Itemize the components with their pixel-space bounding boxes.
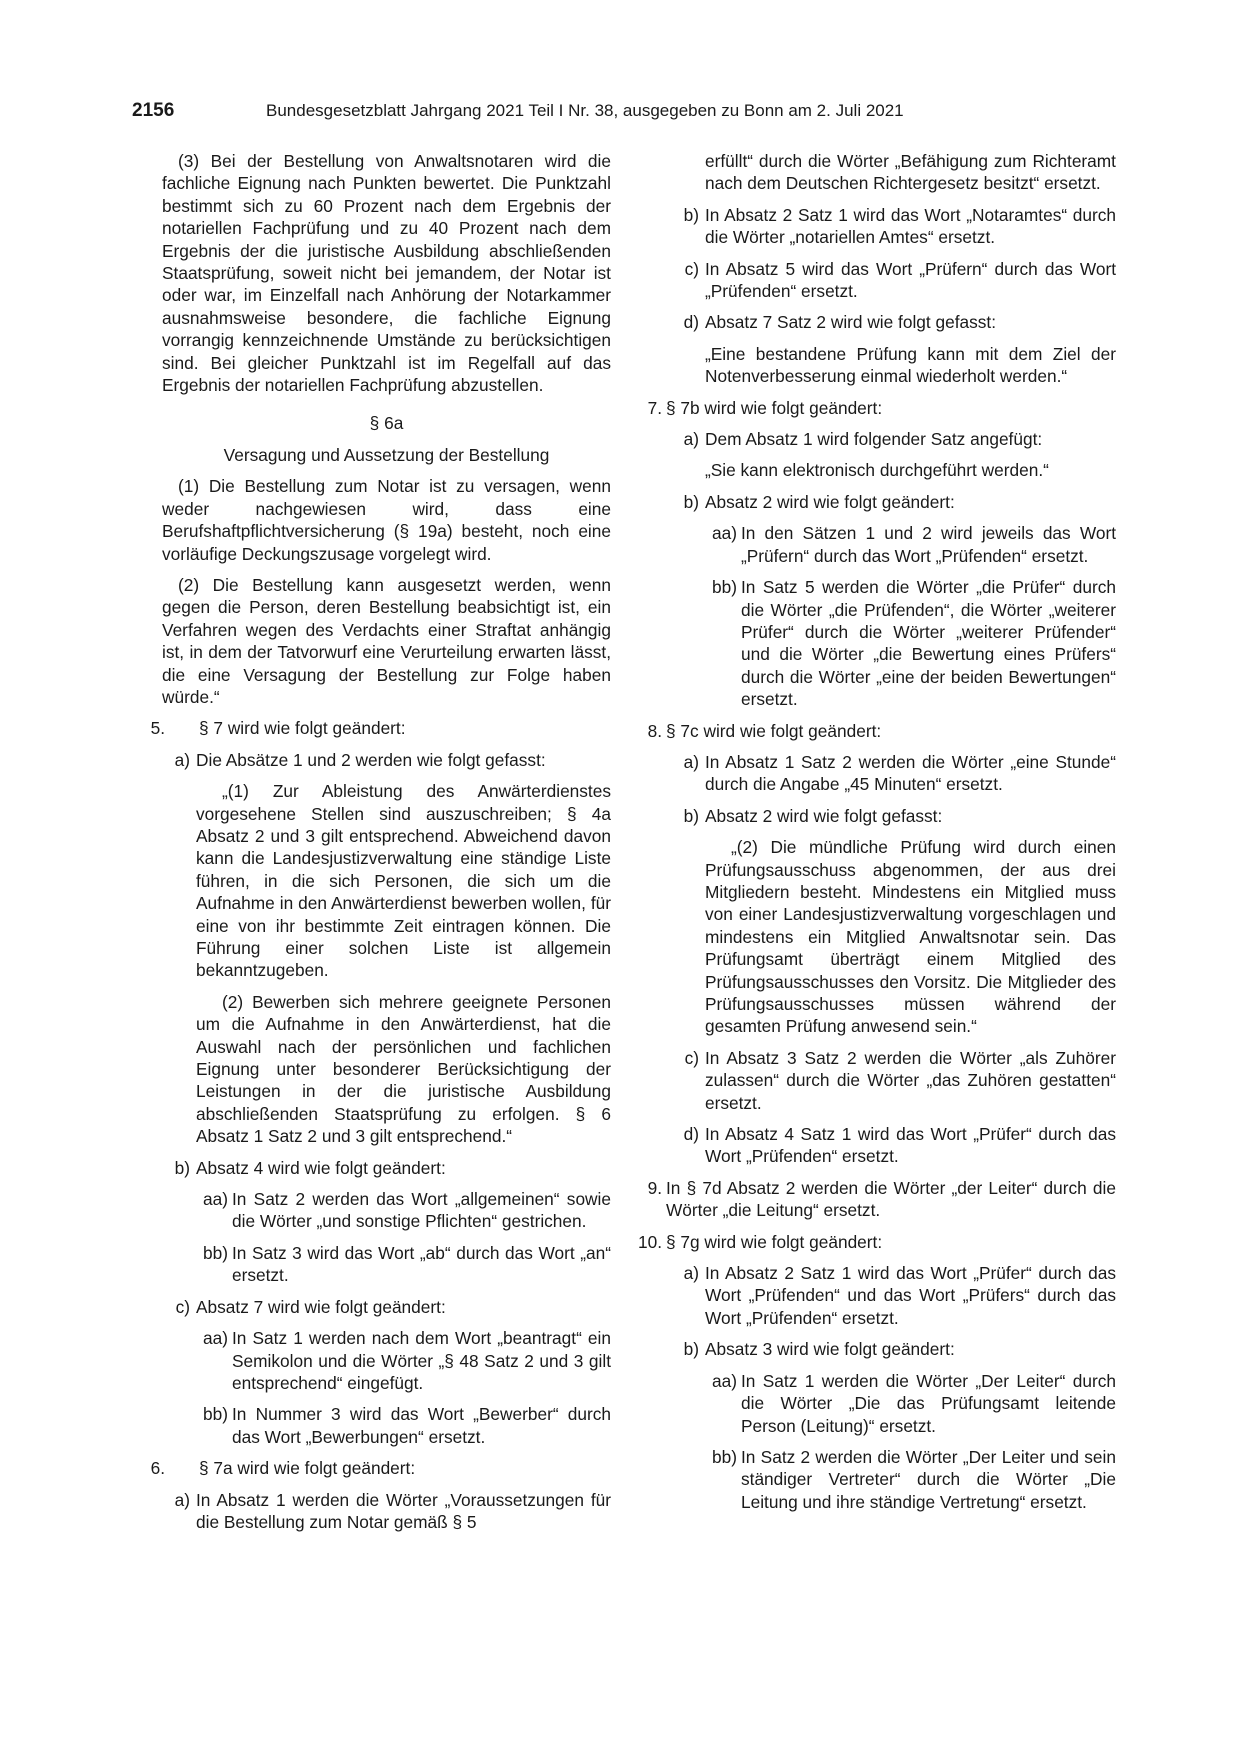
- item-marker: b): [683, 491, 699, 512]
- item-marker: c): [175, 1296, 190, 1317]
- quoted-sentence-6d: „Eine bestandene Prüfung kann mit dem Ziel der Notenverbesserung einmal wiederholt werden.“: [705, 343, 1116, 387]
- item-text: In Satz 3 wird das Wort „ab“ durch das Wort „an“ ersetzt.: [232, 1242, 611, 1286]
- paragraph-6a-1: (1) Die Bestellung zum Notar ist zu versagen, wenn weder nachgewiesen wird, dass eine Berufshaftpflichtversicherung (§ 19a) besteht, noch eine vorläufige Deckungszusage vorgelegt wird.: [162, 476, 611, 564]
- item-marker: c): [684, 1047, 699, 1068]
- section-title: Versagung und Aussetzung der Bestellung: [223, 444, 550, 465]
- item-text: § 7g wird wie folgt geändert:: [666, 1231, 883, 1252]
- list-item-5b-bb: [162, 1242, 611, 1287]
- item-text: In Satz 2 werden das Wort „allgemeinen“ sowie die Wörter „und sonstige Pflichten“ gestrichen.: [232, 1189, 611, 1232]
- list-item-10: [637, 1231, 1116, 1253]
- list-item-5c: [162, 1296, 611, 1318]
- list-item-10b-bb: [646, 1446, 1116, 1513]
- list-item-10b-aa: [646, 1370, 1116, 1437]
- item-marker: aa): [203, 1328, 228, 1349]
- list-item-5b-aa: [162, 1188, 611, 1233]
- item-marker: aa): [712, 1370, 737, 1391]
- item-marker: c): [684, 258, 699, 279]
- quoted-paragraph-1: „(1) Zur Ableistung des Anwärterdienstes vorgesehene Stellen sind auszuschreiben; § 4a Absatz 2 und 3 gilt entsprechend. Abweichend davon kann die Landesjustizverwaltung eine ständige Liste führen, in die sich Personen, die sich um die Aufnahme in den Anwärterdienst bewerben wollen, für eine von ihr bestimmte Zeit eintragen können. Die Führung einer solchen Liste ist allgemein bekanntzugeben.: [196, 781, 611, 981]
- quoted-sentence-7a: „Sie kann elektronisch durchgeführt werden.“: [705, 460, 1049, 481]
- item-marker: b): [683, 204, 699, 225]
- item-text: In Absatz 4 Satz 1 wird das Wort „Prüfer“ durch das Wort „Prüfenden“ ersetzt.: [705, 1124, 1116, 1167]
- item-text: Absatz 3 wird wie folgt geändert:: [705, 1339, 955, 1360]
- item-text: Dem Absatz 1 wird folgender Satz angefügt:: [705, 429, 1043, 450]
- list-item-7: [646, 397, 1116, 419]
- item-marker: b): [683, 805, 699, 826]
- item-text: Absatz 2 wird wie folgt gefasst:: [705, 805, 943, 826]
- item-text: § 7b wird wie folgt geändert:: [666, 397, 883, 418]
- list-item-5a: [162, 749, 611, 771]
- item-text: In Satz 5 werden die Wörter „die Prüfer“ durch die Wörter „die Prüfenden“, die Wörter „weiterer Prüfer“ durch die Wörter „weiterer Prüfender“ und die Wörter „die Bewertung eines Prüfers“ durch die Wörter „eine der beiden Bewertungen“ ersetzt.: [741, 577, 1116, 710]
- item-marker: 6.: [150, 1458, 165, 1479]
- item-marker: bb): [712, 577, 737, 598]
- item-marker: 9.: [647, 1177, 662, 1198]
- list-item-8: [646, 720, 1116, 742]
- list-item-10a: [646, 1262, 1116, 1329]
- item-marker: 5.: [150, 718, 165, 739]
- item-text: Absatz 4 wird wie folgt geändert:: [196, 1157, 446, 1178]
- item-marker: a): [683, 751, 699, 772]
- list-item-8c: [646, 1047, 1116, 1114]
- list-item-7b: [646, 491, 1116, 513]
- item-text: Absatz 2 wird wie folgt geändert:: [705, 491, 955, 512]
- list-item-10b: [646, 1338, 1116, 1360]
- paragraph-6a-2: (2) Die Bestellung kann ausgesetzt werden, wenn gegen die Person, deren Bestellung beabsichtigt ist, ein Verfahren wegen des Verdachts einer Straftat anhängig ist, in dem der Tatvorwurf eine Verurteilung erwarten lässt, die eine Versagung der Bestellung zur Folge haben würde.“: [162, 574, 611, 707]
- list-item-5b: [162, 1157, 611, 1179]
- item-text: In Absatz 3 Satz 2 werden die Wörter „als Zuhörer zulassen“ durch die Wörter „das Zuhören gestatten“ ersetzt.: [705, 1047, 1116, 1113]
- item-marker: bb): [203, 1404, 228, 1425]
- item-marker: aa): [203, 1189, 228, 1210]
- item-text: In Absatz 5 wird das Wort „Prüfern“ durch das Wort „Prüfenden“ ersetzt.: [705, 258, 1116, 302]
- list-item-8b: [646, 805, 1116, 827]
- item-text: In Satz 1 werden nach dem Wort „beantragt“ ein Semikolon und die Wörter „§ 48 Satz 2 und 3 gilt entsprechend“ eingefügt.: [232, 1328, 611, 1393]
- list-item-8a: [646, 751, 1116, 796]
- list-item-6d: [646, 311, 1116, 333]
- item-text: § 7 wird wie folgt geändert:: [199, 718, 406, 739]
- list-item-7b-aa: [646, 522, 1116, 567]
- item-text: Absatz 7 wird wie folgt geändert:: [196, 1296, 446, 1317]
- list-item-6b: [646, 204, 1116, 249]
- page-header: [132, 100, 1032, 128]
- list-item-5: [150, 717, 611, 739]
- list-item-9: [646, 1177, 1116, 1222]
- item-text: § 7c wird wie folgt geändert:: [666, 720, 882, 741]
- item-text: § 7a wird wie folgt geändert:: [199, 1458, 416, 1479]
- item-marker: d): [683, 1124, 699, 1145]
- quoted-paragraph-8b: „(2) Die mündliche Prüfung wird durch einen Prüfungsausschuss abgenommen, der aus drei Mitgliedern besteht. Mindestens ein Mitglied muss von einer Landesjustizverwaltung vorgeschlagen und mindestens ein Mitglied Anwaltsnotar sein. Das Prüfungsamt überträgt einem Mitglied des Prüfungsausschusses den Vorsitz. Die Mitglieder des Prüfungsausschusses müssen während der gesamten Prüfung anwesend sein.“: [705, 837, 1116, 1037]
- item-marker: a): [174, 1489, 190, 1510]
- continued-text: erfüllt“ durch die Wörter „Befähigung zum Richteramt nach dem Deutschen Richtergesetz besitzt“ ersetzt.: [705, 151, 1116, 194]
- list-item-5c-aa: [162, 1327, 611, 1394]
- item-text: In Absatz 2 Satz 1 wird das Wort „Prüfer“ durch das Wort „Prüfenden“ und das Wort „Prüfers“ durch das Wort „Prüfenden“ ersetzt.: [705, 1263, 1116, 1328]
- list-item-6: [150, 1457, 611, 1479]
- item-marker: a): [174, 749, 190, 770]
- item-marker: bb): [712, 1446, 737, 1467]
- item-text: In Satz 2 werden die Wörter „Der Leiter und sein ständiger Vertreter“ durch die Wörter „Die Leitung und ihre ständige Vertretung“ ersetzt.: [741, 1446, 1116, 1512]
- right-column: [637, 150, 1116, 1513]
- list-item-7a: [646, 428, 1116, 450]
- item-text: In Satz 1 werden die Wörter „Der Leiter“ durch die Wörter „Die das Prüfungsamt leitende Person (Leitung)“ ersetzt.: [741, 1370, 1116, 1436]
- item-marker: d): [683, 312, 699, 333]
- list-item-5c-bb: [162, 1403, 611, 1448]
- item-text: In Absatz 1 Satz 2 werden die Wörter „eine Stunde“ durch die Angabe „45 Minuten“ ersetzt.: [705, 751, 1116, 795]
- item-marker: a): [683, 429, 699, 450]
- item-marker: bb): [203, 1242, 228, 1263]
- list-item-7b-bb: [646, 576, 1116, 710]
- item-marker: b): [683, 1339, 699, 1360]
- item-marker: 10.: [637, 1231, 662, 1252]
- item-text: In Absatz 1 werden die Wörter „Voraussetzungen für die Bestellung zum Notar gemäß § 5: [196, 1489, 611, 1532]
- item-text: In Absatz 2 Satz 1 wird das Wort „Notaramtes“ durch die Wörter „notariellen Amtes“ ersetzt.: [705, 204, 1116, 248]
- item-text: Die Absätze 1 und 2 werden wie folgt gefasst:: [196, 749, 546, 770]
- item-marker: b): [174, 1157, 190, 1178]
- paragraph-6-3: (3) Bei der Bestellung von Anwaltsnotaren wird die fachliche Eignung nach Punkten bewertet. Die Punktzahl bestimmt sich zu 60 Prozent nach dem Ergebnis der notariellen Fachprüfung und zu 40 Prozent nach dem Ergebnis der die juristische Ausbildung abschließenden Staatsprüfung, soweit nicht bei jemandem, der Notar ist oder war, im Einzelfall nach Anhörung der Notarkammer ausnahmsweise besondere, die fachliche Eignung vorrangig kennzeichnende Umstände zu berücksichtigen sind. Bei gleicher Punktzahl ist im Regelfall auf das Ergebnis der notariellen Fachprüfung abzustellen.: [162, 151, 611, 396]
- list-item-6a: [162, 1489, 611, 1534]
- item-marker: aa): [712, 523, 737, 544]
- list-item-6c: [646, 258, 1116, 303]
- running-title: Bundesgesetzblatt Jahrgang 2021 Teil I Nr. 38, ausgegeben zu Bonn am 2. Juli 2021: [266, 101, 904, 120]
- page-number: 2156: [132, 100, 175, 121]
- quoted-paragraph-2: (2) Bewerben sich mehrere geeignete Personen um die Aufnahme in den Anwärterdienst, hat die Auswahl nach der persönlichen und fachlichen Eignung unter besonderer Berücksichtigung der Leistungen in der die juristische Ausbildung abschließenden Staatsprüfung zu erfolgen. § 6 Absatz 1 Satz 2 und 3 gilt entsprechend.“: [196, 991, 611, 1147]
- item-text: In Nummer 3 wird das Wort „Bewerber“ durch das Wort „Bewerbungen“ ersetzt.: [232, 1404, 611, 1447]
- item-text: Absatz 7 Satz 2 wird wie folgt gefasst:: [705, 312, 997, 333]
- list-item-8d: [646, 1123, 1116, 1168]
- item-marker: a): [683, 1263, 699, 1284]
- left-column: [150, 150, 611, 1533]
- item-marker: 8.: [647, 720, 662, 741]
- item-text: In § 7d Absatz 2 werden die Wörter „der Leiter“ durch die Wörter „die Leitung“ ersetzt.: [666, 1177, 1116, 1221]
- item-text: In den Sätzen 1 und 2 wird jeweils das Wort „Prüfern“ durch das Wort „Prüfenden“ ersetzt.: [741, 523, 1116, 566]
- section-heading: § 6a: [369, 413, 404, 434]
- item-marker: 7.: [647, 397, 662, 418]
